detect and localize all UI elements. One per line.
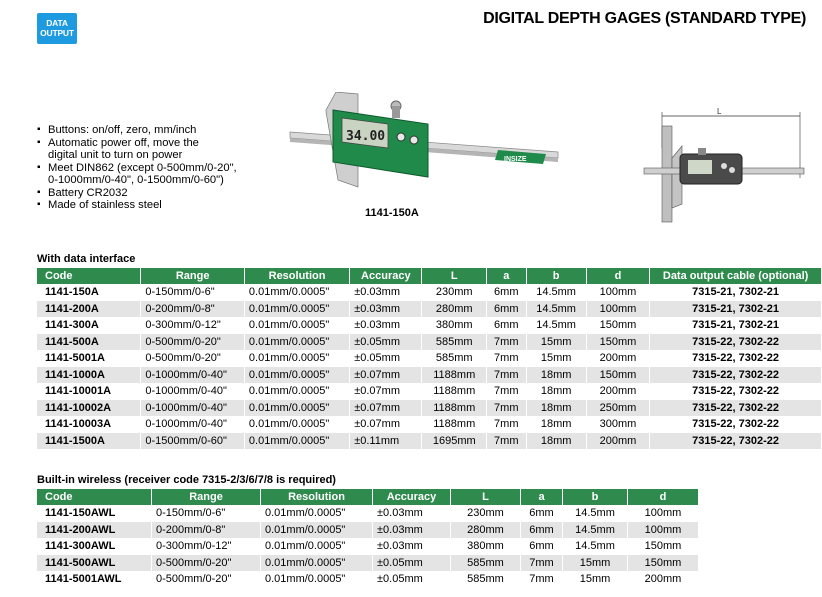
table-cell: 1141-1500A [37, 433, 141, 450]
depth-gage-illustration [288, 92, 563, 197]
table-cell: 280mm [451, 522, 521, 539]
table-cell: ±0.07mm [350, 416, 422, 433]
badge-line1: DATA [46, 18, 68, 28]
table-cell: 0-500mm/0-20" [141, 334, 245, 351]
column-header: b [526, 268, 586, 284]
feature-text: ▪ Meet DIN862 (except 0-500mm/0-20", [48, 161, 237, 174]
table-row [37, 383, 822, 400]
feature-item [37, 187, 237, 200]
table-cell: 0.01mm/0.0005" [261, 505, 373, 522]
feature-text: ▪ Buttons: on/off, zero, mm/inch [48, 124, 197, 136]
table-row [37, 350, 822, 367]
table-cell: 0.01mm/0.0005" [244, 317, 349, 334]
table-cell: 1141-10001A [37, 383, 141, 400]
table-cell: 15mm [526, 334, 586, 351]
table-cell: 7315-22, 7302-22 [650, 367, 822, 384]
column-header: a [521, 489, 563, 505]
table-cell: 0-1000mm/0-40" [141, 416, 245, 433]
table-cell: 18mm [526, 383, 586, 400]
table-cell: 7315-22, 7302-22 [650, 400, 822, 417]
table-cell: 14.5mm [526, 284, 586, 301]
column-header: d [586, 268, 650, 284]
table-cell: 1141-200AWL [37, 522, 152, 539]
table-row [37, 522, 699, 539]
table-row [37, 367, 822, 384]
table-cell: 0-200mm/0-8" [152, 522, 261, 539]
table-row [37, 538, 699, 555]
table-cell: 0.01mm/0.0005" [244, 433, 349, 450]
table-cell: 0-200mm/0-8" [141, 301, 245, 318]
table-cell: 1188mm [422, 383, 487, 400]
table-cell: 150mm [586, 334, 650, 351]
table-cell: 0.01mm/0.0005" [244, 350, 349, 367]
table-cell: 0.01mm/0.0005" [244, 301, 349, 318]
data-interface-table [37, 268, 822, 449]
table-cell: 100mm [586, 301, 650, 318]
table-cell: 1141-200A [37, 301, 141, 318]
table-cell: 14.5mm [563, 538, 628, 555]
table-cell: 18mm [526, 400, 586, 417]
table-cell: 0.01mm/0.0005" [244, 284, 349, 301]
table-row [37, 571, 699, 588]
feature-item [37, 137, 237, 162]
table-cell: 7315-21, 7302-21 [650, 301, 822, 318]
table-cell: 380mm [451, 538, 521, 555]
table-row [37, 301, 822, 318]
table-cell: 1141-5001A [37, 350, 141, 367]
table-cell: 14.5mm [563, 522, 628, 539]
table-cell: 0-150mm/0-6" [152, 505, 261, 522]
table-cell: 1188mm [422, 416, 487, 433]
table-cell: ±0.03mm [350, 317, 422, 334]
table-cell: 1188mm [422, 367, 487, 384]
table-cell: 6mm [521, 522, 563, 539]
table-cell: 1695mm [422, 433, 487, 450]
table-cell: 0-500mm/0-20" [152, 555, 261, 572]
feature-text: ▪ Made of stainless steel [48, 199, 162, 211]
table-cell: ±0.07mm [350, 367, 422, 384]
table-cell: 150mm [628, 538, 699, 555]
table-cell: 0.01mm/0.0005" [244, 400, 349, 417]
table-cell: 6mm [487, 301, 526, 318]
table-cell: 0-150mm/0-6" [141, 284, 245, 301]
table-cell: 380mm [422, 317, 487, 334]
table-cell: 230mm [422, 284, 487, 301]
table-cell: 1141-300A [37, 317, 141, 334]
table-cell: 585mm [451, 555, 521, 572]
table1-title: With data interface [37, 253, 136, 265]
table-cell: 200mm [586, 350, 650, 367]
feature-text: ▪ Battery CR2032 [48, 186, 128, 199]
table-cell: 0.01mm/0.0005" [261, 538, 373, 555]
dimension-diagram [632, 108, 807, 223]
feature-text: 0-1000mm/0-40", 0-1500mm/0-60") [48, 174, 224, 186]
table-cell: 0-300mm/0-12" [141, 317, 245, 334]
table2-title: Built-in wireless (receiver code 7315-2/3/6/7/8 is required) [37, 474, 336, 486]
brand-logo: INSIZE [504, 156, 527, 163]
table-cell: 7mm [487, 400, 526, 417]
table-cell: ±0.03mm [350, 301, 422, 318]
table-cell: 7315-22, 7302-22 [650, 334, 822, 351]
table-cell: 7315-21, 7302-21 [650, 284, 822, 301]
table-cell: 7315-22, 7302-22 [650, 350, 822, 367]
table-cell: 100mm [628, 522, 699, 539]
table-cell: ±0.05mm [350, 334, 422, 351]
table-cell: 0.01mm/0.0005" [244, 334, 349, 351]
table-cell: 7mm [521, 555, 563, 572]
table-cell: 18mm [526, 433, 586, 450]
table-cell: 14.5mm [526, 301, 586, 318]
table-cell: 7315-22, 7302-22 [650, 433, 822, 450]
table-cell: 1141-5001AWL [37, 571, 152, 588]
table-cell: 1141-1000A [37, 367, 141, 384]
table-cell: 7mm [487, 416, 526, 433]
table-row [37, 555, 699, 572]
table-row [37, 416, 822, 433]
feature-item [37, 124, 237, 137]
table-cell: 0-1000mm/0-40" [141, 367, 245, 384]
table-cell: 0-1000mm/0-40" [141, 400, 245, 417]
column-header: L [422, 268, 487, 284]
data-output-badge [37, 13, 77, 44]
table-cell: 7315-21, 7302-21 [650, 317, 822, 334]
column-header: Range [141, 268, 245, 284]
table-cell: 14.5mm [563, 505, 628, 522]
table-cell: 15mm [563, 571, 628, 588]
table-cell: 14.5mm [526, 317, 586, 334]
column-header: Accuracy [373, 489, 451, 505]
column-header: d [628, 489, 699, 505]
feature-text: digital unit to turn on power [48, 149, 183, 161]
table-cell: 6mm [521, 505, 563, 522]
table-cell: 100mm [586, 284, 650, 301]
table-cell: ±0.11mm [350, 433, 422, 450]
table-cell: 7mm [487, 350, 526, 367]
column-header: Range [152, 489, 261, 505]
column-header: Code [37, 489, 152, 505]
table-cell: 1141-10002A [37, 400, 141, 417]
table-cell: ±0.05mm [373, 571, 451, 588]
table-cell: ±0.03mm [350, 284, 422, 301]
table-cell: 0-500mm/0-20" [141, 350, 245, 367]
column-header: Data output cable (optional) [650, 268, 822, 284]
table-row [37, 433, 822, 450]
table-cell: 1141-150AWL [37, 505, 152, 522]
table-cell: 7mm [521, 571, 563, 588]
feature-text: ▪ Automatic power off, move the [48, 136, 199, 149]
table-cell: 7mm [487, 334, 526, 351]
table-cell: 1141-150A [37, 284, 141, 301]
product-caption: 1141-150A [365, 207, 419, 219]
table-cell: 300mm [586, 416, 650, 433]
table-cell: 250mm [586, 400, 650, 417]
table-cell: 1188mm [422, 400, 487, 417]
table-cell: 7315-22, 7302-22 [650, 383, 822, 400]
table-cell: 0.01mm/0.0005" [244, 383, 349, 400]
wireless-table [37, 489, 699, 588]
table-cell: 0.01mm/0.0005" [261, 555, 373, 572]
table-row [37, 334, 822, 351]
table-cell: 6mm [487, 317, 526, 334]
column-header: L [451, 489, 521, 505]
table-cell: 1141-500A [37, 334, 141, 351]
table-row [37, 317, 822, 334]
badge-line2: OUTPUT [40, 28, 74, 38]
table-cell: 1141-500AWL [37, 555, 152, 572]
column-header: Resolution [244, 268, 349, 284]
table-row [37, 284, 822, 301]
table-cell: 0.01mm/0.0005" [244, 416, 349, 433]
table-cell: ±0.03mm [373, 505, 451, 522]
column-header: a [487, 268, 526, 284]
page-title: DIGITAL DEPTH GAGES (STANDARD TYPE) [483, 10, 806, 27]
table-cell: 7mm [487, 433, 526, 450]
table-cell: 7mm [487, 383, 526, 400]
table-cell: 150mm [586, 367, 650, 384]
table-cell: 0-1000mm/0-40" [141, 383, 245, 400]
dimension-l-label: L [717, 108, 722, 116]
table-cell: 200mm [586, 433, 650, 450]
table-cell: 1141-10003A [37, 416, 141, 433]
table-cell: 18mm [526, 367, 586, 384]
table-cell: 200mm [628, 571, 699, 588]
table-cell: 200mm [586, 383, 650, 400]
table-cell: 280mm [422, 301, 487, 318]
table-cell: ±0.07mm [350, 400, 422, 417]
table-row [37, 505, 699, 522]
table-cell: 150mm [628, 555, 699, 572]
table-cell: 100mm [628, 505, 699, 522]
feature-list [37, 124, 237, 212]
table-cell: ±0.03mm [373, 538, 451, 555]
column-header: Code [37, 268, 141, 284]
table-cell: 6mm [521, 538, 563, 555]
table-cell: 585mm [422, 350, 487, 367]
table-cell: 0-500mm/0-20" [152, 571, 261, 588]
column-header: Resolution [261, 489, 373, 505]
table-cell: 585mm [451, 571, 521, 588]
table-cell: 15mm [526, 350, 586, 367]
table-row [37, 400, 822, 417]
table-cell: 230mm [451, 505, 521, 522]
table-cell: 0-300mm/0-12" [152, 538, 261, 555]
table-cell: 15mm [563, 555, 628, 572]
table-cell: 0.01mm/0.0005" [261, 522, 373, 539]
table-cell: ±0.03mm [373, 522, 451, 539]
column-header: b [563, 489, 628, 505]
table-cell: 7315-22, 7302-22 [650, 416, 822, 433]
feature-item [37, 162, 237, 187]
table-cell: 7mm [487, 367, 526, 384]
table-cell: 0.01mm/0.0005" [244, 367, 349, 384]
table-cell: ±0.05mm [373, 555, 451, 572]
table-cell: 18mm [526, 416, 586, 433]
table-cell: ±0.07mm [350, 383, 422, 400]
table-cell: 585mm [422, 334, 487, 351]
display-readout: 34.00 [346, 129, 386, 144]
table-cell: 150mm [586, 317, 650, 334]
table-cell: 0-1500mm/0-60" [141, 433, 245, 450]
table-cell: ±0.05mm [350, 350, 422, 367]
table-cell: 6mm [487, 284, 526, 301]
table-cell: 0.01mm/0.0005" [261, 571, 373, 588]
column-header: Accuracy [350, 268, 422, 284]
table-cell: 1141-300AWL [37, 538, 152, 555]
feature-item [37, 199, 237, 212]
